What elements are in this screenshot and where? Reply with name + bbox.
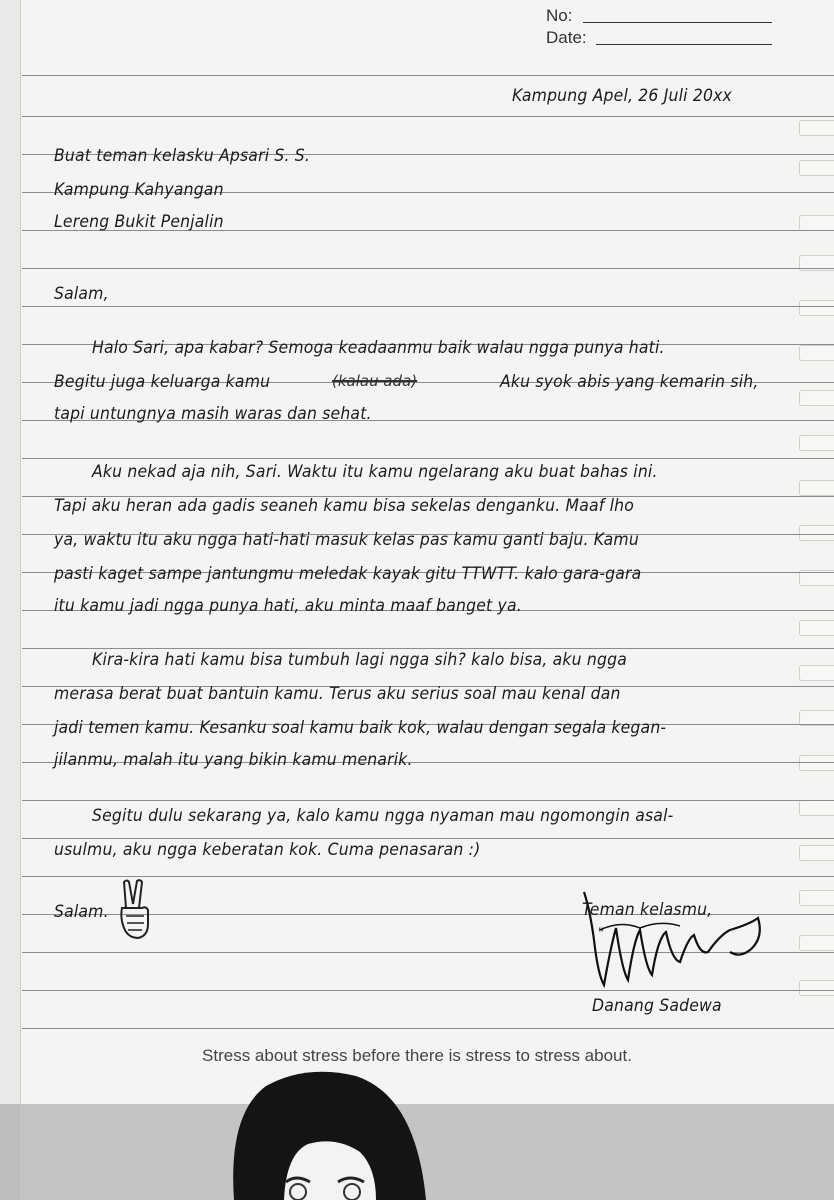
- place-date: Kampung Apel, 26 Juli 20xx: [512, 86, 732, 106]
- page-notch: [799, 345, 834, 361]
- crossed-out-text: (kalau ada): [332, 372, 418, 390]
- ruled-line: [22, 1028, 834, 1029]
- page-notch: [799, 300, 834, 316]
- ruled-line: [22, 75, 834, 76]
- body-line: pasti kaget sampe jantungmu meledak kayak gitu TTWTT. kalo gara-gara: [54, 564, 642, 584]
- body-line: Aku nekad aja nih, Sari. Waktu itu kamu ngelarang aku buat bahas ini.: [92, 462, 658, 482]
- page-notch: [799, 935, 834, 951]
- signature: [580, 880, 780, 1000]
- body-line: Begitu juga keluarga kamu: [54, 372, 271, 392]
- page-notch: [799, 160, 834, 176]
- page-notch: [799, 665, 834, 681]
- signer-name: Danang Sadewa: [592, 996, 722, 1016]
- closing: Salam.: [54, 902, 109, 922]
- date-label: Date:: [546, 28, 587, 47]
- recipient-line: Lereng Bukit Penjalin: [54, 212, 224, 232]
- page-notch: [799, 390, 834, 406]
- page-notch: [799, 755, 834, 771]
- page-notch: [799, 980, 834, 996]
- body-line: Segitu dulu sekarang ya, kalo kamu ngga nyaman mau ngomongin asal-: [92, 806, 674, 826]
- page-notch: [799, 435, 834, 451]
- ruled-line: [22, 458, 834, 459]
- page-notch: [799, 890, 834, 906]
- ruled-line: [22, 876, 834, 877]
- ruled-line: [22, 268, 834, 269]
- body-line: merasa berat buat bantuin kamu. Terus aku serius soal mau kenal dan: [54, 684, 621, 704]
- number-label: No:: [546, 6, 573, 25]
- body-line: Tapi aku heran ada gadis seaneh kamu bisa sekelas denganku. Maaf lho: [54, 496, 634, 516]
- body-line: Halo Sari, apa kabar? Semoga keadaanmu baik walau ngga punya hati.: [92, 338, 665, 358]
- body-line: itu kamu jadi ngga punya hati, aku minta maaf banget ya.: [54, 596, 522, 616]
- body-line: usulmu, aku ngga keberatan kok. Cuma penasaran :): [54, 840, 481, 860]
- peace-hand-icon: [116, 878, 156, 942]
- page-notch: [799, 800, 834, 816]
- page-notch: [799, 845, 834, 861]
- ruled-line: [22, 838, 834, 839]
- ruled-line: [22, 116, 834, 117]
- date-line: [596, 44, 772, 45]
- greeting: Salam,: [54, 284, 109, 304]
- ruled-line: [22, 306, 834, 307]
- signature-mark: ": [598, 926, 605, 942]
- body-line: jadi temen kamu. Kesanku soal kamu baik kok, walau dengan segala kegan-: [54, 718, 667, 738]
- binding-strip: [0, 0, 21, 1200]
- page-notch: [799, 480, 834, 496]
- body-line: Kira-kira hati kamu bisa tumbuh lagi ngga sih? kalo bisa, aku ngga: [92, 650, 628, 670]
- ruled-line: [22, 648, 834, 649]
- page-notch: [799, 215, 834, 231]
- girl-illustration: [226, 1064, 434, 1200]
- body-line: Aku syok abis yang kemarin sih,: [500, 372, 759, 392]
- signoff-label: Teman kelasmu,: [582, 900, 713, 920]
- page-notch: [799, 620, 834, 636]
- recipient-line: Buat teman kelasku Apsari S. S.: [54, 146, 311, 166]
- body-line: tapi untungnya masih waras dan sehat.: [54, 404, 372, 424]
- page-notch: [799, 525, 834, 541]
- body-line: ya, waktu itu aku ngga hati-hati masuk kelas pas kamu ganti baju. Kamu: [54, 530, 639, 550]
- footer-quote: Stress about stress before there is stress to stress about.: [202, 1046, 632, 1065]
- body-line: jilanmu, malah itu yang bikin kamu menarik.: [54, 750, 413, 770]
- number-line: [583, 22, 772, 23]
- page-notch: [799, 120, 834, 136]
- recipient-line: Kampung Kahyangan: [54, 180, 224, 200]
- ruled-line: [22, 800, 834, 801]
